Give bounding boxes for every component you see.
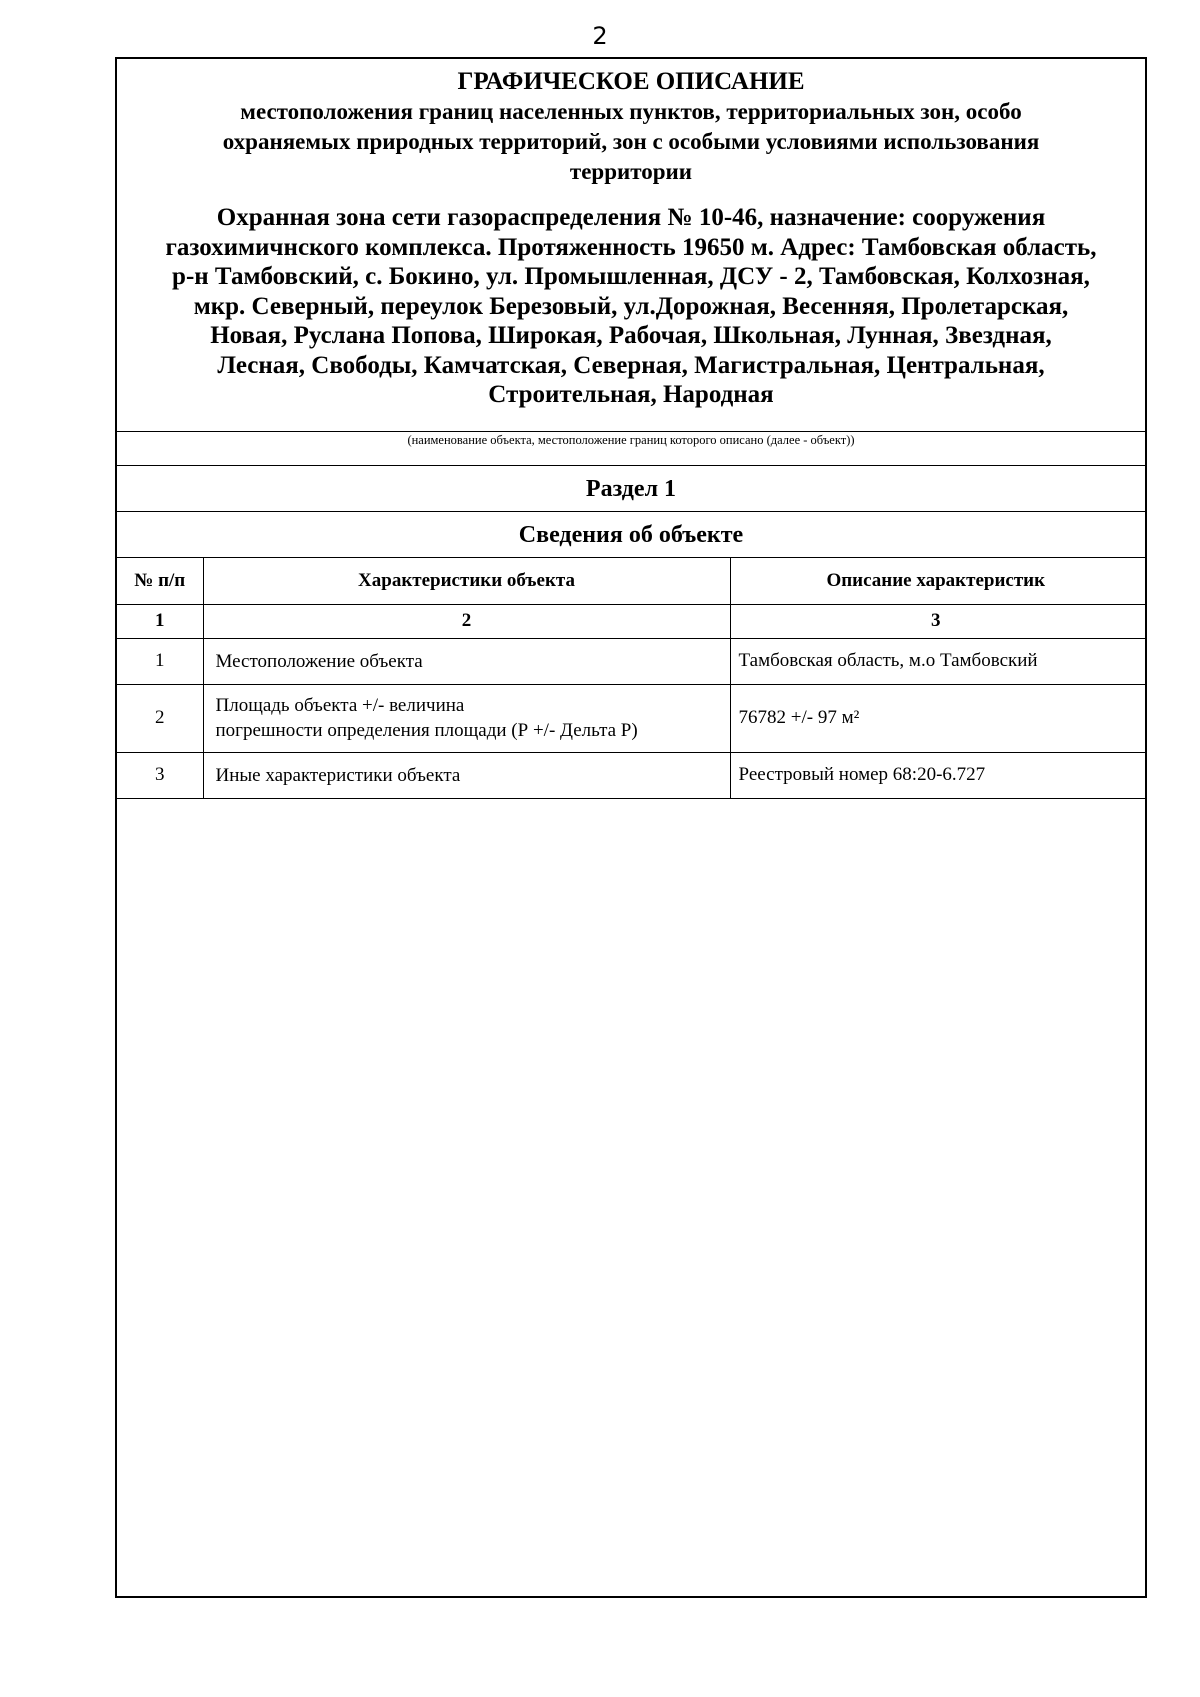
- object-name: [117, 187, 1145, 410]
- row-number-cell: 2: [117, 684, 203, 752]
- object-name-line: Строительная, Народная: [488, 381, 774, 408]
- column-number-row: [117, 604, 1145, 638]
- characteristic-text: Площадь объекта +/- величина: [215, 695, 465, 716]
- characteristic-text: Местоположение объекта: [215, 650, 423, 672]
- header-cell-description: Описание характеристик: [730, 558, 1145, 604]
- column-number-cell: 1: [117, 604, 203, 638]
- column-number-cell: 3: [730, 604, 1145, 638]
- document-header: [117, 59, 1145, 431]
- table-row: [117, 684, 1145, 752]
- document-frame: [115, 57, 1147, 1598]
- table-row: [117, 638, 1145, 684]
- subtitle-line: территории: [569, 159, 693, 184]
- table-row: [117, 752, 1145, 798]
- page-number: 2: [592, 22, 608, 50]
- characteristic-text: погрешности определения площади (Р +/- Дельта Р): [215, 720, 638, 741]
- row-number-cell: 1: [117, 638, 203, 684]
- object-name-line: Новая, Руслана Попова, Широкая, Рабочая, Школьная, Лунная, Звездная,: [210, 322, 1052, 349]
- object-name-line: Лесная, Свободы, Камчатская, Северная, Магистральная, Центральная,: [217, 351, 1045, 379]
- object-info-table: [117, 558, 1145, 799]
- characteristic-cell: [203, 638, 730, 684]
- description-cell: Реестровый номер 68:20-6.727: [730, 752, 1145, 798]
- column-number-cell: 2: [203, 604, 730, 638]
- section-title: Сведения об объекте: [117, 512, 1145, 558]
- section-number: Раздел 1: [117, 466, 1145, 512]
- document-subtitle: [117, 97, 1145, 187]
- object-name-line: р-н Тамбовский, с. Бокино, ул. Промышленная, ДСУ - 2, Тамбовская, Колхозная,: [172, 263, 1090, 290]
- characteristic-text: Иные характеристики объекта: [215, 764, 461, 786]
- subtitle-line: местоположения границ населенных пунктов, территориальных зон, особо: [240, 99, 1022, 124]
- description-cell: Тамбовская область, м.о Тамбовский: [730, 638, 1145, 684]
- object-name-line: мкр. Северный, переулок Березовый, ул.Дорожная, Весенняя, Пролетарская,: [193, 292, 1069, 320]
- object-name-line: Охранная зона сети газораспределения № 10-46, назначение: сооружения: [216, 204, 1046, 231]
- description-cell: 76782 +/- 97 м²: [730, 684, 1145, 752]
- row-number-cell: 3: [117, 752, 203, 798]
- document-title: ГРАФИЧЕСКОЕ ОПИСАНИЕ: [457, 68, 805, 95]
- object-name-line: газохимичнского комплекса. Протяженность 19650 м. Адрес: Тамбовская область,: [165, 233, 1097, 261]
- object-caption: (наименование объекта, местоположение границ которого описано (далее - объект)): [117, 431, 1145, 466]
- header-cell-number: № п/п: [117, 558, 203, 604]
- header-cell-characteristic: Характеристики объекта: [203, 558, 730, 604]
- characteristic-cell: [203, 684, 730, 752]
- table-header-row: [117, 558, 1145, 604]
- subtitle-line: охраняемых природных территорий, зон с особыми условиями использования: [222, 129, 1040, 154]
- characteristic-cell: [203, 752, 730, 798]
